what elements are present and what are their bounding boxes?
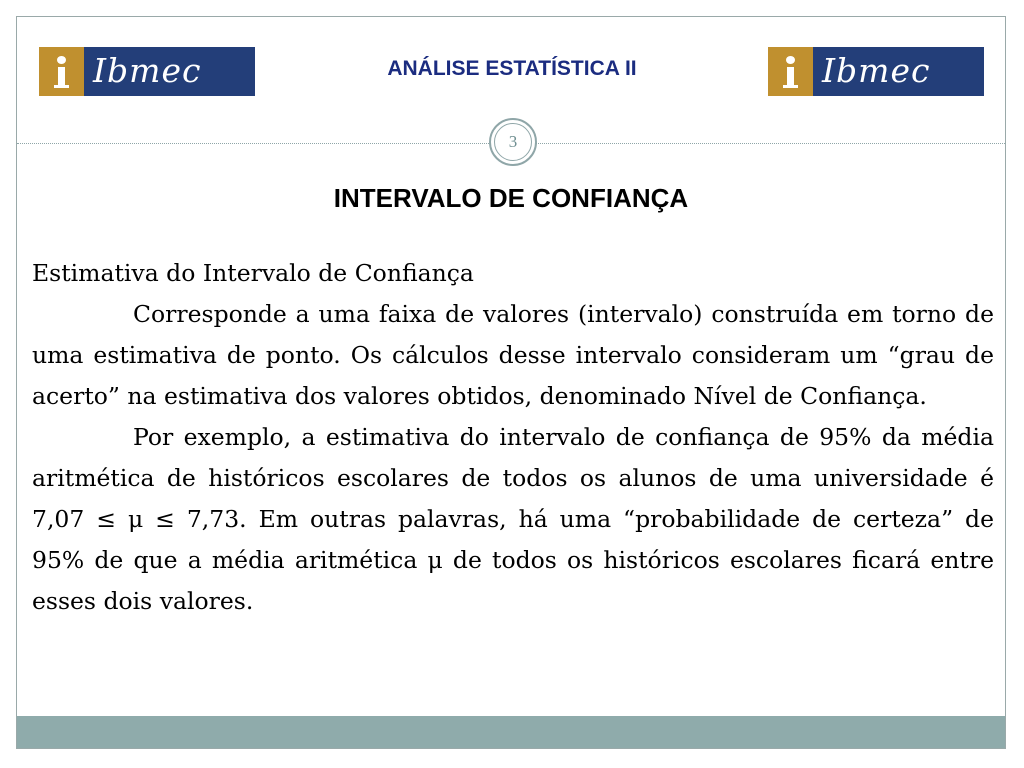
logo-brand-text: Ibmec (93, 51, 202, 90)
ibmec-i-icon (768, 47, 813, 96)
slide-title: INTERVALO DE CONFIANÇA (333, 183, 689, 213)
footer-band (17, 716, 1005, 748)
slide-number: 3 (494, 123, 532, 161)
slide-number-badge (489, 118, 537, 166)
ibmec-logo-right (768, 47, 984, 96)
logo-brand-text: Ibmec (822, 51, 931, 90)
ibmec-logo-left (39, 47, 255, 96)
course-title: ANÁLISE ESTATÍSTICA II (387, 57, 637, 80)
ibmec-i-icon (39, 47, 84, 96)
slide-body (32, 253, 994, 622)
body-paragraph-1: Corresponde a uma faixa de valores (intervalo) construída em torno de uma estimativa de ponto. Os cálculos desse intervalo consideram um “grau de acerto” na estimativa dos valores obtidos, denominado Nível de Confiança. (32, 300, 994, 410)
body-paragraph-2: Por exemplo, a estimativa do intervalo de confiança de 95% da média aritmética de históricos escolares de todos os alunos de uma universidade é 7,07 ≤ μ ≤ 7,73. Em outras palavras, há uma “probabilidade de certeza” de 95% de que a média aritmética μ de todos os históricos escolares ficará entre esses dois valores. (32, 423, 994, 615)
body-subheading: Estimativa do Intervalo de Confiança (32, 259, 474, 287)
